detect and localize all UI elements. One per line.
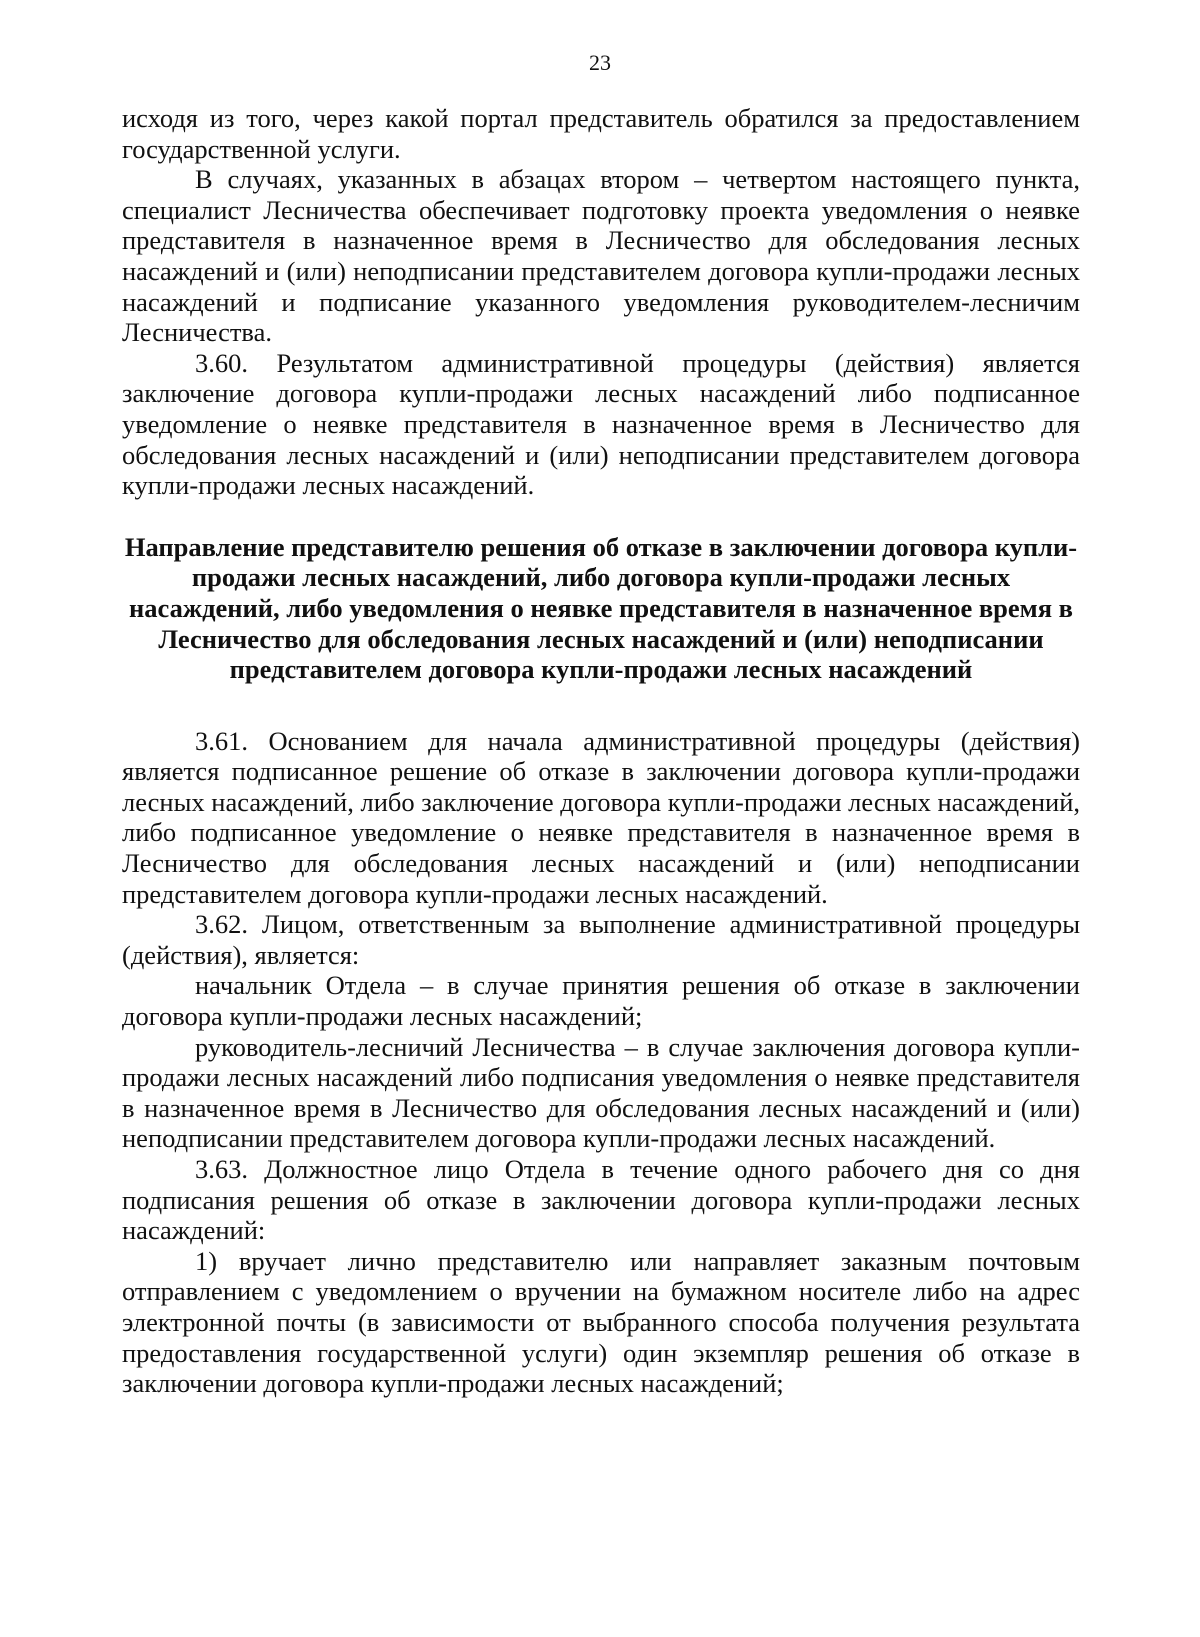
paragraph: начальник Отдела – в случае принятия решения об отказе в заключении договора купли-продажи лесных насаждений;	[122, 970, 1080, 1032]
page-number: 23	[589, 50, 611, 75]
paragraph: исходя из того, через какой портал представитель обратился за предоставлением государственной услуги.	[122, 103, 1080, 164]
paragraph: В случаях, указанных в абзацах втором – четвертом настоящего пункта, специалист Лесничества обеспечивает подготовку проекта уведомления о неявке представителя в назначенное время в Лесничество для обследования лесных насаждений и (или) неподписании представителем договора купли-продажи лесных насаждений и подписание указанного уведомления руководителем-лесничим Лесничества.	[122, 164, 1080, 348]
list-item: 1) вручает лично представителю или направляет заказным почтовым отправлением с уведомлением о вручении на бумажном носителе либо на адрес электронной почты (в зависимости от выбранного способа получения результата предоставления государственной услуги) один экземпляр решения об отказе в заключении договора купли-продажи лесных насаждений;	[122, 1245, 1080, 1399]
document-body	[122, 103, 1080, 1399]
section-heading: Направление представителю решения об отказе в заключении договора купли-продажи лесных насаждений, либо договора купли-продажи лесных насаждений, либо уведомления о неявке представителя в назначенное время в Лесничество для обследования лесных насаждений и (или) неподписании представителем договора купли-продажи лесных насаждений	[124, 531, 1078, 685]
paragraph-3-60: 3.60. Результатом административной процедуры (действия) является заключение договора купли-продажи лесных насаждений либо подписанное уведомление о неявке представителя в назначенное время в Лесничество для обследования лесных насаждений и (или) неподписании представителем договора купли-продажи лесных насаждений.	[122, 347, 1080, 501]
paragraph-3-63: 3.63. Должностное лицо Отдела в течение одного рабочего дня со дня подписания решения об отказе в заключении договора купли-продажи лесных насаждений:	[122, 1154, 1080, 1246]
paragraph-3-61: 3.61. Основанием для начала административной процедуры (действия) является подписанное решение об отказе в заключении договора купли-продажи лесных насаждений, либо заключение договора купли-продажи лесных насаждений, либо подписанное уведомление о неявке представителя в назначенное время в Лесничество для обследования лесных насаждений и (или) неподписании представителем договора купли-продажи лесных насаждений.	[122, 725, 1080, 909]
paragraph-3-62: 3.62. Лицом, ответственным за выполнение административной процедуры (действия), является:	[122, 909, 1080, 970]
paragraph: руководитель-лесничий Лесничества – в случае заключения договора купли-продажи лесных насаждений либо подписания уведомления о неявке представителя в назначенное время в Лесничество для обследования лесных насаждений и (или) неподписании представителем договора купли-продажи лесных насаждений.	[122, 1031, 1080, 1154]
